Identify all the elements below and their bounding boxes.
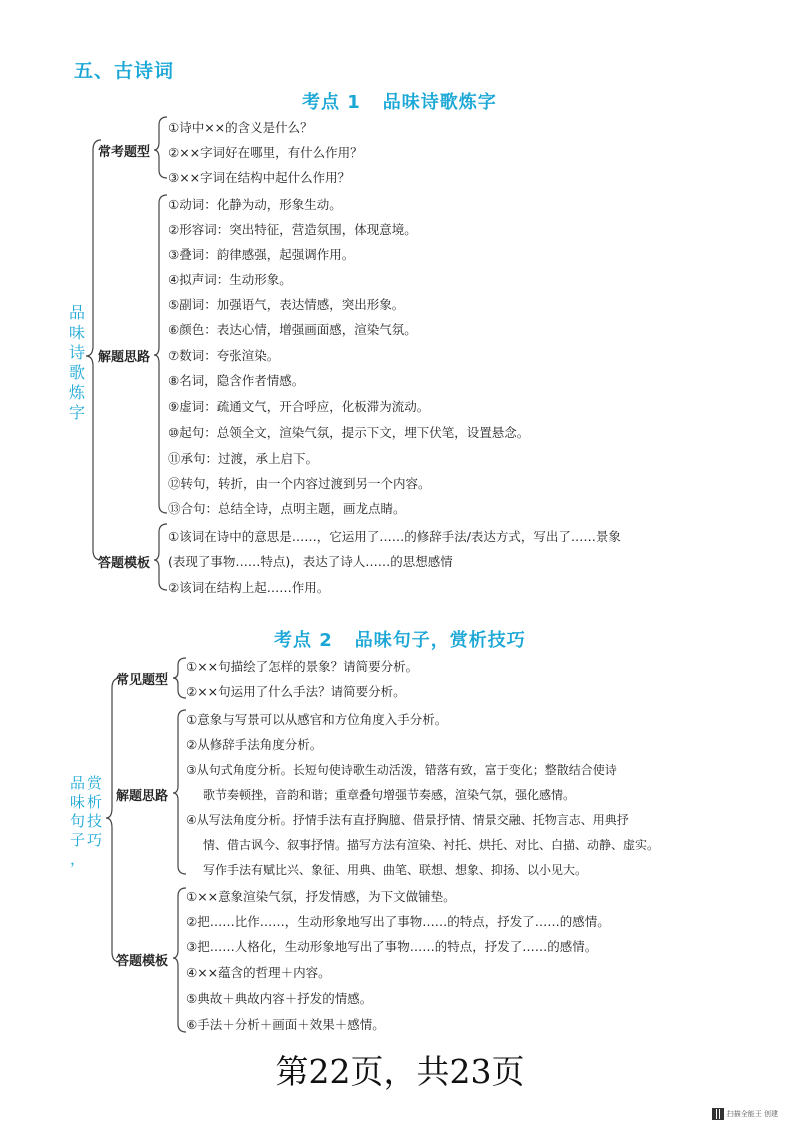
list-item: ②把……比作……，生动形象地写出了事物……的特点，抒发了……的感情。 bbox=[186, 914, 610, 929]
kd2-group-label: 答题模板 bbox=[116, 954, 169, 969]
kd2-group-label: 常见题型 bbox=[116, 673, 169, 688]
list-item: ②该词在结构上起……作用。 bbox=[168, 580, 330, 595]
list-item: ⑨虚词：疏通文气，开合呼应，化板滞为流动。 bbox=[168, 399, 430, 414]
kd1-title: 品味诗歌炼字 bbox=[382, 92, 497, 113]
list-item: ④从写法角度分析。抒情手法有直抒胸臆、借景抒情、情景交融、托物言志、用典抒 bbox=[186, 813, 629, 827]
list-item: ⑫转句，转折，由一个内容过渡到另一个内容。 bbox=[168, 476, 431, 491]
list-item: ⑦数词：夸张渲染。 bbox=[168, 348, 280, 363]
list-item: ①××句描绘了怎样的景象？请简要分析。 bbox=[186, 659, 419, 674]
list-item: ①动词：化静为动，形象生动。 bbox=[168, 197, 342, 212]
qr-code-icon bbox=[712, 1108, 724, 1120]
kd1-label: 考点 1 bbox=[302, 92, 361, 113]
list-item: ④××蕴含的哲理＋内容。 bbox=[186, 965, 331, 980]
list-item: ⑥手法＋分析＋画面＋效果＋感情。 bbox=[186, 1017, 385, 1032]
kd2-title: 品味句子，赏析技巧 bbox=[354, 630, 526, 651]
kd2-label: 考点 2 bbox=[274, 630, 333, 651]
kd2-group-label: 解题思路 bbox=[116, 789, 169, 804]
list-item: ⑧名词，隐含作者情感。 bbox=[168, 373, 305, 388]
list-item: ②××句运用了什么手法？请简要分析。 bbox=[186, 684, 406, 699]
section-title: 五、古诗词 bbox=[74, 60, 175, 82]
list-item: ①诗中××的含义是什么？ bbox=[168, 120, 313, 135]
list-item: ②形容词：突出特征，营造氛围，体现意境。 bbox=[168, 222, 417, 237]
list-item: ⑩起句：总领全文，渲染气氛，提示下文，埋下伏笔，设置悬念。 bbox=[168, 425, 530, 440]
kd2-root-label: 品 赏 味 析 句 技 子 巧 ， bbox=[70, 774, 103, 868]
list-item: ⑤典故＋典故内容＋抒发的情感。 bbox=[186, 991, 373, 1006]
list-item: ①××意象渲染气氛，抒发情感，为下文做铺垫。 bbox=[186, 889, 456, 904]
kd1-group-label: 解题思路 bbox=[98, 350, 151, 365]
list-item: 写作手法有赋比兴、象征、用典、曲笔、联想、想象、抑扬、以小见大。 bbox=[203, 863, 588, 877]
list-item: ③把……人格化，生动形象地写出了事物……的特点，抒发了……的感情。 bbox=[186, 939, 598, 954]
list-item: ③××字词在结构中起什么作用？ bbox=[168, 170, 351, 185]
list-item: ⑥颜色：表达心情，增强画面感，渲染气氛。 bbox=[168, 322, 417, 337]
list-item: (表现了事物……特点)，表达了诗人……的思想感情 bbox=[168, 554, 453, 569]
list-item: 歌节奏顿挫，音韵和谐；重章叠句增强节奏感，渲染气氛，强化感情。 bbox=[203, 788, 576, 802]
list-item: ⑪承句：过渡，承上启下。 bbox=[168, 451, 319, 466]
watermark-text: 扫描全能王 创建 bbox=[726, 1110, 778, 1118]
list-item: ①意象与写景可以从感官和方位角度入手分析。 bbox=[186, 712, 448, 727]
list-item: ③从句式角度分析。长短句使诗歌生动活泼，错落有致，富于变化；整散结合使诗 bbox=[186, 763, 617, 777]
list-item: ②从修辞手法角度分析。 bbox=[186, 737, 323, 752]
list-item: ③叠词：韵律感强，起强调作用。 bbox=[168, 247, 355, 262]
kd1-group-label: 常考题型 bbox=[98, 145, 151, 160]
kd1-root-label: 品 味 诗 歌 炼 字 bbox=[68, 303, 85, 422]
kd1-group-label: 答题模板 bbox=[98, 556, 151, 571]
page-footer: 第22页，共23页 bbox=[275, 1052, 525, 1091]
list-item: ④拟声词：生动形象。 bbox=[168, 272, 292, 287]
list-item: ⑬合句：总结全诗，点明主题，画龙点睛。 bbox=[168, 501, 406, 516]
list-item: 情、借古讽今、叙事抒情。描写方法有渲染、衬托、烘托、对比、白描、动静、虚实。 bbox=[203, 838, 660, 852]
list-item: ⑤副词：加强语气，表达情感，突出形象。 bbox=[168, 297, 405, 312]
list-item: ①该词在诗中的意思是……，它运用了……的修辞手法/表达方式，写出了……景象 bbox=[168, 529, 621, 544]
list-item: ②××字词好在哪里，有什么作用？ bbox=[168, 145, 363, 160]
scanner-watermark bbox=[712, 1108, 778, 1120]
